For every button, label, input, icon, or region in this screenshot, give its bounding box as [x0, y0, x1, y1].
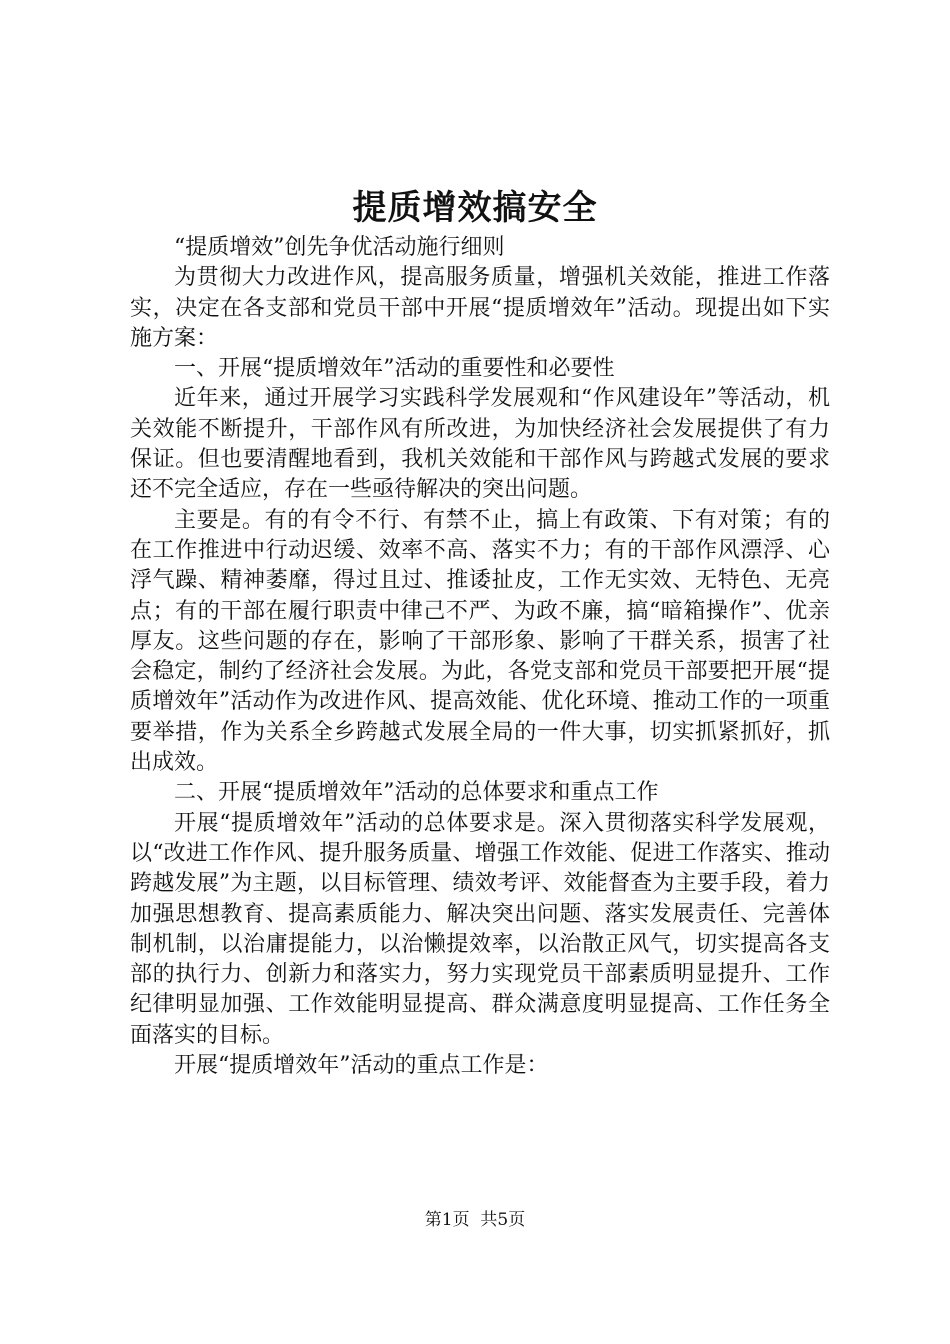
section-heading-2: 二、开展“提质增效年”活动的总体要求和重点工作 [174, 780, 659, 806]
body-paragraph: 开展“提质增效年”活动的总体要求是。深入贯彻落实科学发展观，以“改进工作作风、提升服务质量、增强工作效能、促进工作落实、推动跨越发展”为主题，以目标管理、绩效考评、效能督查为主要手段，着力加强思想教育、提高素质能力、解决突出问题、落实发展责任、完善体制机制，以治庸提能力，以治懒提效率，以治散正风气，切实提高各支部的执行力、创新力和落实力，努力实现党员干部素质明显提升、工作纪律明显加强、工作效能明显提高、群众满意度明显提高、工作任务全面落实的目标。 [130, 810, 830, 1048]
subtitle-paragraph: “提质增效”创先争优活动施行细则 [174, 235, 505, 260]
body-paragraph: 主要是。有的有令不行、有禁不止，搞上有政策、下有对策；有的在工作推进中行动迟缓、效率不高、落实不力；有的干部作风漂浮、心浮气躁、精神萎靡，得过且过、推诿扯皮，工作无实效、无特色、无亮点；有的干部在履行职责中律己不严、为政不廉，搞“暗箱操作”、优亲厚友。这些问题的存在，影响了干部形象、影响了干群关系，损害了社会稳定，制约了经济社会发展。为此，各党支部和党员干部要把开展“提质增效年”活动作为改进作风、提高效能、优化环境、推动工作的一项重要举措，作为关系全乡跨越式发展全局的一件大事，切实抓紧抓好，抓出成效。 [130, 507, 830, 776]
section-heading-1: 一、开展“提质增效年”活动的重要性和必要性 [174, 356, 615, 382]
body-paragraph: 近年来，通过开展学习实践科学发展观和“作风建设年”等活动，机关效能不断提升，干部作风有所改进，为加快经济社会发展提供了有力保证。但也要清醒地看到，我机关效能和干部作风与跨越式发展的要求还不完全适应，存在一些亟待解决的突出问题。 [130, 386, 830, 503]
intro-paragraph: 为贯彻大力改进作风，提高服务质量，增强机关效能，推进工作落实，决定在各支部和党员干部中开展“提质增效年”活动。现提出如下实施方案： [130, 265, 830, 351]
page-footer: 第1页 共5页 [424, 1210, 526, 1230]
document-body [130, 233, 830, 1081]
body-paragraph: 开展“提质增效年”活动的重点工作是： [174, 1053, 549, 1079]
document-title: 提质增效搞安全 [352, 188, 598, 228]
